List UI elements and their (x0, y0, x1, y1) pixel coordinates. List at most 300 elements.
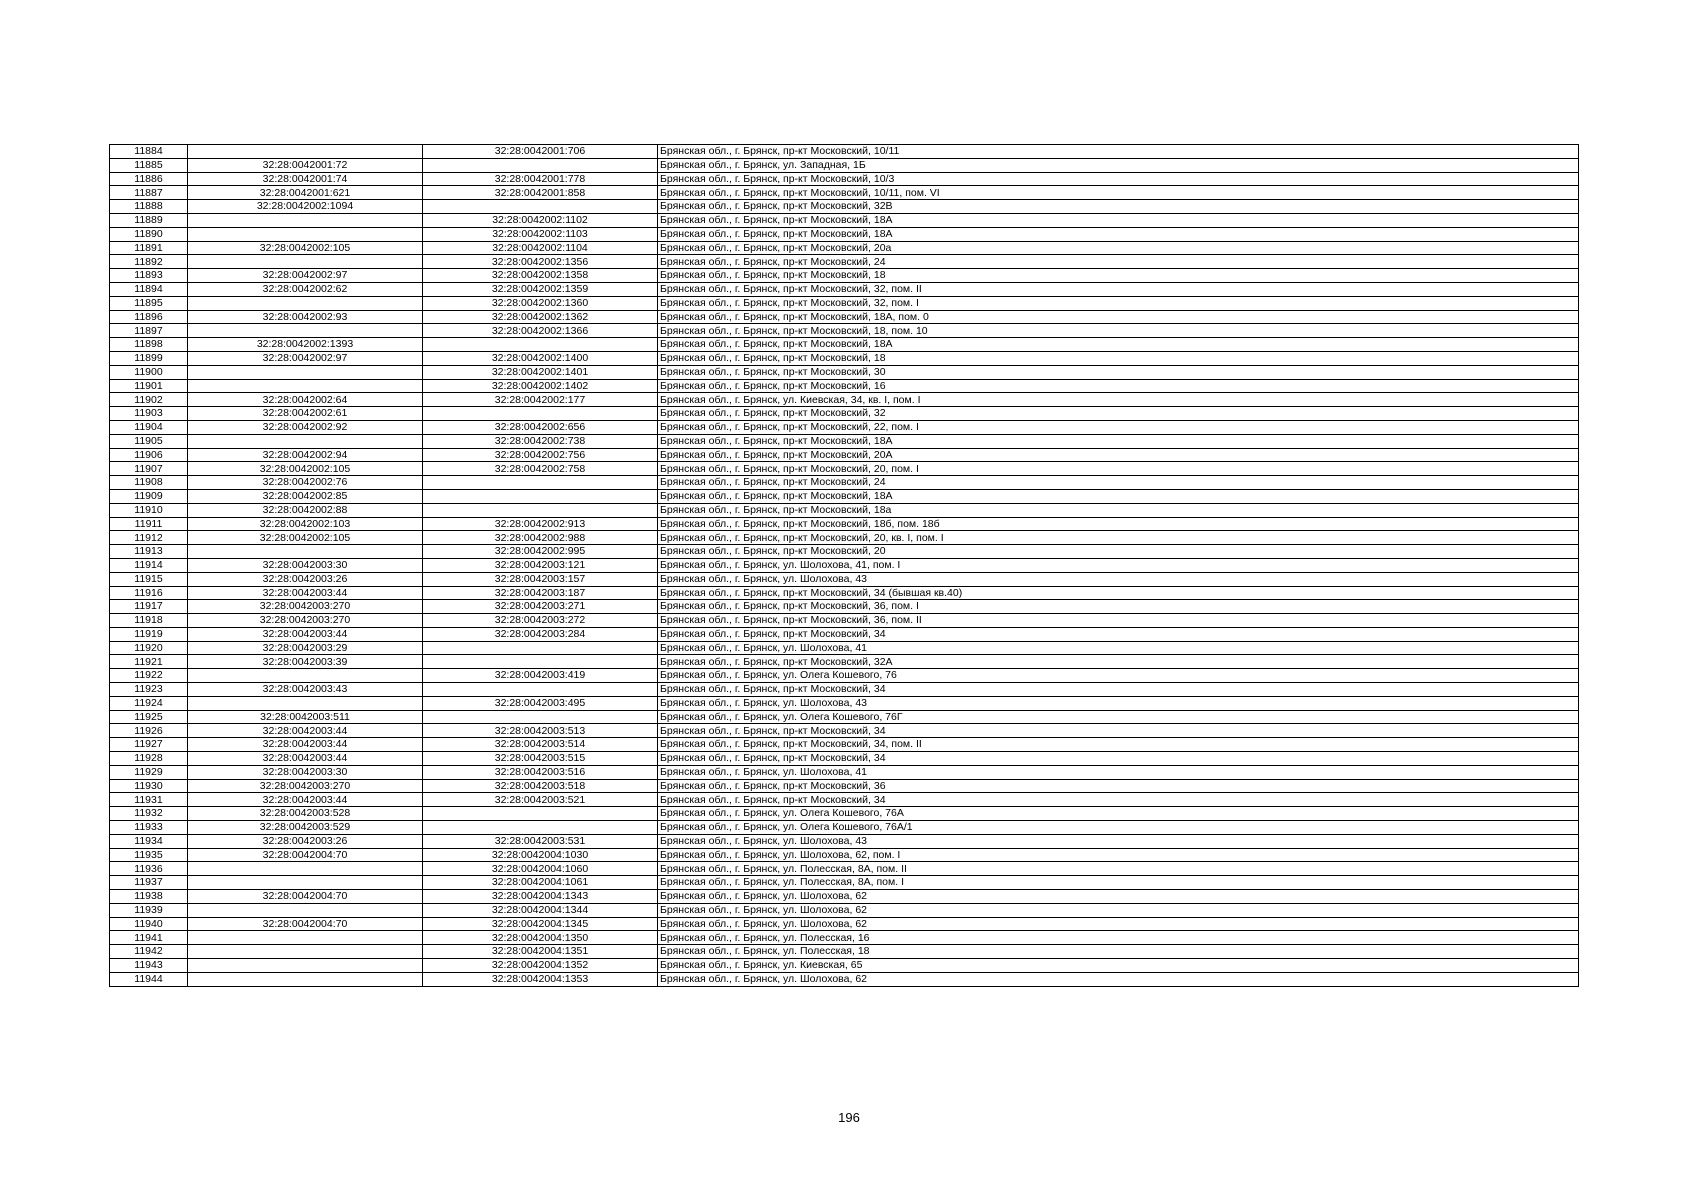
table-row (110, 338, 1579, 352)
address-cell: Брянская обл., г. Брянск, пр-кт Московский, 10/11, пом. VI (658, 186, 1579, 200)
table-row (110, 765, 1579, 779)
address-cell: Брянская обл., г. Брянск, ул. Шолохова, 41 (658, 641, 1579, 655)
table-row (110, 779, 1579, 793)
table-row (110, 145, 1579, 159)
row-number-cell: 11924 (110, 696, 188, 710)
row-number-cell: 11941 (110, 931, 188, 945)
building-number-cell (423, 683, 658, 697)
land-plot-number-cell (188, 296, 423, 310)
table-row (110, 600, 1579, 614)
row-number-cell: 11910 (110, 503, 188, 517)
building-number-cell: 32:28:0042003:514 (423, 738, 658, 752)
table-row (110, 365, 1579, 379)
address-cell: Брянская обл., г. Брянск, ул. Киевская, 34, кв. I, пом. I (658, 393, 1579, 407)
table-row (110, 269, 1579, 283)
row-number-cell: 11914 (110, 558, 188, 572)
building-number-cell: 32:28:0042004:1352 (423, 959, 658, 973)
table-row (110, 834, 1579, 848)
table-row (110, 255, 1579, 269)
row-number-cell: 11896 (110, 310, 188, 324)
land-plot-number-cell (188, 959, 423, 973)
row-number-cell: 11936 (110, 862, 188, 876)
building-number-cell: 32:28:0042004:1350 (423, 931, 658, 945)
table-row (110, 752, 1579, 766)
row-number-cell: 11902 (110, 393, 188, 407)
address-cell: Брянская обл., г. Брянск, пр-кт Московский, 18А (658, 434, 1579, 448)
land-plot-number-cell: 32:28:0042003:44 (188, 793, 423, 807)
table-row (110, 807, 1579, 821)
building-number-cell: 32:28:0042003:516 (423, 765, 658, 779)
address-cell: Брянская обл., г. Брянск, пр-кт Московский, 18 (658, 351, 1579, 365)
building-number-cell: 32:28:0042002:738 (423, 434, 658, 448)
row-number-cell: 11897 (110, 324, 188, 338)
row-number-cell: 11934 (110, 834, 188, 848)
table-row (110, 172, 1579, 186)
land-plot-number-cell (188, 365, 423, 379)
table-row (110, 931, 1579, 945)
land-plot-number-cell (188, 545, 423, 559)
address-cell: Брянская обл., г. Брянск, ул. Полесская, 16 (658, 931, 1579, 945)
table-row (110, 738, 1579, 752)
building-number-cell (423, 807, 658, 821)
row-number-cell: 11905 (110, 434, 188, 448)
row-number-cell: 11906 (110, 448, 188, 462)
building-number-cell: 32:28:0042002:1362 (423, 310, 658, 324)
row-number-cell: 11887 (110, 186, 188, 200)
row-number-cell: 11889 (110, 213, 188, 227)
row-number-cell: 11913 (110, 545, 188, 559)
address-cell: Брянская обл., г. Брянск, пр-кт Московский, 36, пом. I (658, 600, 1579, 614)
building-number-cell: 32:28:0042003:515 (423, 752, 658, 766)
land-plot-number-cell (188, 379, 423, 393)
row-number-cell: 11892 (110, 255, 188, 269)
building-number-cell: 32:28:0042003:284 (423, 627, 658, 641)
building-number-cell: 32:28:0042003:513 (423, 724, 658, 738)
land-plot-number-cell: 32:28:0042002:76 (188, 476, 423, 490)
row-number-cell: 11893 (110, 269, 188, 283)
building-number-cell: 32:28:0042001:706 (423, 145, 658, 159)
address-cell: Брянская обл., г. Брянск, пр-кт Московский, 32А (658, 655, 1579, 669)
land-plot-number-cell: 32:28:0042001:74 (188, 172, 423, 186)
address-cell: Брянская обл., г. Брянск, пр-кт Московский, 34 (658, 627, 1579, 641)
address-cell: Брянская обл., г. Брянск, пр-кт Московский, 10/3 (658, 172, 1579, 186)
building-number-cell (423, 503, 658, 517)
land-plot-number-cell: 32:28:0042002:97 (188, 269, 423, 283)
building-number-cell (423, 489, 658, 503)
address-cell: Брянская обл., г. Брянск, пр-кт Московский, 18а (658, 503, 1579, 517)
row-number-cell: 11903 (110, 407, 188, 421)
table-row (110, 158, 1579, 172)
building-number-cell: 32:28:0042002:1359 (423, 282, 658, 296)
land-plot-number-cell: 32:28:0042002:1094 (188, 200, 423, 214)
row-number-cell: 11915 (110, 572, 188, 586)
land-plot-number-cell: 32:28:0042003:44 (188, 752, 423, 766)
building-number-cell: 32:28:0042003:419 (423, 669, 658, 683)
table-row (110, 696, 1579, 710)
land-plot-number-cell (188, 145, 423, 159)
address-cell: Брянская обл., г. Брянск, пр-кт Московский, 18А (658, 227, 1579, 241)
building-number-cell (423, 158, 658, 172)
row-number-cell: 11933 (110, 821, 188, 835)
address-cell: Брянская обл., г. Брянск, ул. Шолохова, 62 (658, 917, 1579, 931)
row-number-cell: 11929 (110, 765, 188, 779)
building-number-cell (423, 655, 658, 669)
building-number-cell: 32:28:0042002:913 (423, 517, 658, 531)
address-cell: Брянская обл., г. Брянск, ул. Шолохова, 62 (658, 903, 1579, 917)
table-row (110, 890, 1579, 904)
building-number-cell: 32:28:0042002:988 (423, 531, 658, 545)
row-number-cell: 11928 (110, 752, 188, 766)
row-number-cell: 11926 (110, 724, 188, 738)
row-number-cell: 11944 (110, 972, 188, 986)
address-cell: Брянская обл., г. Брянск, пр-кт Московский, 18, пом. 10 (658, 324, 1579, 338)
table-row (110, 641, 1579, 655)
address-cell: Брянская обл., г. Брянск, пр-кт Московский, 34 (658, 724, 1579, 738)
building-number-cell: 32:28:0042003:518 (423, 779, 658, 793)
land-plot-number-cell: 32:28:0042003:511 (188, 710, 423, 724)
address-cell: Брянская обл., г. Брянск, пр-кт Московский, 22, пом. I (658, 420, 1579, 434)
address-cell: Брянская обл., г. Брянск, ул. Шолохова, 41, пом. I (658, 558, 1579, 572)
row-number-cell: 11890 (110, 227, 188, 241)
row-number-cell: 11904 (110, 420, 188, 434)
land-plot-number-cell: 32:28:0042004:70 (188, 890, 423, 904)
table-row (110, 462, 1579, 476)
building-number-cell (423, 200, 658, 214)
building-number-cell: 32:28:0042002:1360 (423, 296, 658, 310)
table-row (110, 531, 1579, 545)
address-cell: Брянская обл., г. Брянск, ул. Полесская, 18 (658, 945, 1579, 959)
row-number-cell: 11888 (110, 200, 188, 214)
address-cell: Брянская обл., г. Брянск, пр-кт Московский, 24 (658, 476, 1579, 490)
building-number-cell: 32:28:0042004:1344 (423, 903, 658, 917)
row-number-cell: 11919 (110, 627, 188, 641)
land-plot-number-cell (188, 931, 423, 945)
land-plot-number-cell: 32:28:0042003:528 (188, 807, 423, 821)
table-row (110, 821, 1579, 835)
land-plot-number-cell: 32:28:0042003:26 (188, 834, 423, 848)
land-plot-number-cell (188, 434, 423, 448)
table-row (110, 572, 1579, 586)
address-cell: Брянская обл., г. Брянск, пр-кт Московский, 34, пом. II (658, 738, 1579, 752)
row-number-cell: 11898 (110, 338, 188, 352)
address-cell: Брянская обл., г. Брянск, пр-кт Московский, 32, пом. I (658, 296, 1579, 310)
building-number-cell: 32:28:0042003:271 (423, 600, 658, 614)
table-row (110, 558, 1579, 572)
land-plot-number-cell: 32:28:0042002:88 (188, 503, 423, 517)
land-plot-number-cell: 32:28:0042002:85 (188, 489, 423, 503)
table-row (110, 476, 1579, 490)
address-cell: Брянская обл., г. Брянск, ул. Полесская, 8А, пом. II (658, 862, 1579, 876)
address-cell: Брянская обл., г. Брянск, пр-кт Московский, 36, пом. II (658, 614, 1579, 628)
row-number-cell: 11925 (110, 710, 188, 724)
table-row (110, 903, 1579, 917)
address-cell: Брянская обл., г. Брянск, ул. Полесская, 8А, пом. I (658, 876, 1579, 890)
land-plot-number-cell: 32:28:0042003:30 (188, 558, 423, 572)
row-number-cell: 11939 (110, 903, 188, 917)
building-number-cell (423, 338, 658, 352)
land-plot-number-cell: 32:28:0042003:26 (188, 572, 423, 586)
address-cell: Брянская обл., г. Брянск, пр-кт Московский, 18А, пом. 0 (658, 310, 1579, 324)
land-plot-number-cell: 32:28:0042003:43 (188, 683, 423, 697)
records-table (109, 144, 1579, 987)
land-plot-number-cell: 32:28:0042004:70 (188, 848, 423, 862)
land-plot-number-cell (188, 945, 423, 959)
building-number-cell: 32:28:0042001:858 (423, 186, 658, 200)
land-plot-number-cell: 32:28:0042003:29 (188, 641, 423, 655)
land-plot-number-cell: 32:28:0042002:105 (188, 531, 423, 545)
land-plot-number-cell: 32:28:0042002:103 (188, 517, 423, 531)
building-number-cell: 32:28:0042004:1353 (423, 972, 658, 986)
row-number-cell: 11942 (110, 945, 188, 959)
address-cell: Брянская обл., г. Брянск, пр-кт Московский, 10/11 (658, 145, 1579, 159)
land-plot-number-cell: 32:28:0042001:621 (188, 186, 423, 200)
row-number-cell: 11930 (110, 779, 188, 793)
building-number-cell: 32:28:0042002:1366 (423, 324, 658, 338)
building-number-cell: 32:28:0042003:531 (423, 834, 658, 848)
table-row (110, 434, 1579, 448)
row-number-cell: 11921 (110, 655, 188, 669)
row-number-cell: 11938 (110, 890, 188, 904)
building-number-cell: 32:28:0042002:1400 (423, 351, 658, 365)
address-cell: Брянская обл., г. Брянск, ул. Шолохова, 43 (658, 572, 1579, 586)
table-row (110, 448, 1579, 462)
land-plot-number-cell: 32:28:0042003:529 (188, 821, 423, 835)
land-plot-number-cell (188, 876, 423, 890)
building-number-cell (423, 821, 658, 835)
row-number-cell: 11935 (110, 848, 188, 862)
table-row (110, 917, 1579, 931)
row-number-cell: 11907 (110, 462, 188, 476)
row-number-cell: 11927 (110, 738, 188, 752)
table-row (110, 351, 1579, 365)
address-cell: Брянская обл., г. Брянск, пр-кт Московский, 36 (658, 779, 1579, 793)
building-number-cell: 32:28:0042001:778 (423, 172, 658, 186)
building-number-cell: 32:28:0042002:1401 (423, 365, 658, 379)
table-row (110, 724, 1579, 738)
table-row (110, 379, 1579, 393)
address-cell: Брянская обл., г. Брянск, пр-кт Московский, 20а (658, 241, 1579, 255)
land-plot-number-cell: 32:28:0042002:61 (188, 407, 423, 421)
building-number-cell: 32:28:0042002:756 (423, 448, 658, 462)
table-row (110, 282, 1579, 296)
page-number: 196 (838, 1110, 860, 1125)
building-number-cell: 32:28:0042004:1345 (423, 917, 658, 931)
row-number-cell: 11894 (110, 282, 188, 296)
building-number-cell: 32:28:0042004:1343 (423, 890, 658, 904)
row-number-cell: 11900 (110, 365, 188, 379)
building-number-cell: 32:28:0042002:1103 (423, 227, 658, 241)
row-number-cell: 11940 (110, 917, 188, 931)
address-cell: Брянская обл., г. Брянск, ул. Шолохова, 62, пом. I (658, 848, 1579, 862)
address-cell: Брянская обл., г. Брянск, пр-кт Московский, 18А (658, 489, 1579, 503)
address-cell: Брянская обл., г. Брянск, пр-кт Московский, 24 (658, 255, 1579, 269)
address-cell: Брянская обл., г. Брянск, ул. Шолохова, 41 (658, 765, 1579, 779)
row-number-cell: 11943 (110, 959, 188, 973)
building-number-cell (423, 407, 658, 421)
land-plot-number-cell: 32:28:0042002:94 (188, 448, 423, 462)
land-plot-number-cell (188, 324, 423, 338)
address-cell: Брянская обл., г. Брянск, ул. Олега Кошевого, 76А/1 (658, 821, 1579, 835)
row-number-cell: 11918 (110, 614, 188, 628)
land-plot-number-cell: 32:28:0042002:92 (188, 420, 423, 434)
land-plot-number-cell (188, 227, 423, 241)
address-cell: Брянская обл., г. Брянск, пр-кт Московский, 20, пом. I (658, 462, 1579, 476)
row-number-cell: 11916 (110, 586, 188, 600)
address-cell: Брянская обл., г. Брянск, ул. Олега Кошевого, 76 (658, 669, 1579, 683)
land-plot-number-cell (188, 696, 423, 710)
records-table-body (110, 145, 1579, 987)
address-cell: Брянская обл., г. Брянск, ул. Шолохова, 43 (658, 834, 1579, 848)
table-row (110, 186, 1579, 200)
table-row (110, 296, 1579, 310)
table-row (110, 517, 1579, 531)
address-cell: Брянская обл., г. Брянск, пр-кт Московский, 18А (658, 213, 1579, 227)
land-plot-number-cell (188, 972, 423, 986)
building-number-cell: 32:28:0042004:1351 (423, 945, 658, 959)
building-number-cell: 32:28:0042004:1061 (423, 876, 658, 890)
land-plot-number-cell: 32:28:0042002:93 (188, 310, 423, 324)
land-plot-number-cell (188, 669, 423, 683)
table-row (110, 310, 1579, 324)
land-plot-number-cell: 32:28:0042002:105 (188, 462, 423, 476)
address-cell: Брянская обл., г. Брянск, пр-кт Московский, 34 (658, 752, 1579, 766)
building-number-cell: 32:28:0042004:1030 (423, 848, 658, 862)
table-row (110, 972, 1579, 986)
address-cell: Брянская обл., г. Брянск, ул. Олега Кошевого, 76А (658, 807, 1579, 821)
table-row (110, 586, 1579, 600)
row-number-cell: 11923 (110, 683, 188, 697)
address-cell: Брянская обл., г. Брянск, ул. Шолохова, 43 (658, 696, 1579, 710)
address-cell: Брянская обл., г. Брянск, пр-кт Московский, 18 (658, 269, 1579, 283)
table-row (110, 489, 1579, 503)
row-number-cell: 11917 (110, 600, 188, 614)
land-plot-number-cell (188, 903, 423, 917)
row-number-cell: 11908 (110, 476, 188, 490)
row-number-cell: 11920 (110, 641, 188, 655)
address-cell: Брянская обл., г. Брянск, пр-кт Московский, 32 (658, 407, 1579, 421)
land-plot-number-cell: 32:28:0042003:44 (188, 586, 423, 600)
row-number-cell: 11901 (110, 379, 188, 393)
address-cell: Брянская обл., г. Брянск, пр-кт Московский, 34 (658, 683, 1579, 697)
address-cell: Брянская обл., г. Брянск, пр-кт Московский, 18б, пом. 18б (658, 517, 1579, 531)
row-number-cell: 11911 (110, 517, 188, 531)
land-plot-number-cell: 32:28:0042003:270 (188, 614, 423, 628)
row-number-cell: 11932 (110, 807, 188, 821)
address-cell: Брянская обл., г. Брянск, ул. Шолохова, 62 (658, 890, 1579, 904)
building-number-cell: 32:28:0042003:157 (423, 572, 658, 586)
address-cell: Брянская обл., г. Брянск, пр-кт Московский, 20 (658, 545, 1579, 559)
table-row (110, 545, 1579, 559)
land-plot-number-cell: 32:28:0042002:1393 (188, 338, 423, 352)
building-number-cell: 32:28:0042002:1402 (423, 379, 658, 393)
table-row (110, 669, 1579, 683)
land-plot-number-cell: 32:28:0042002:97 (188, 351, 423, 365)
address-cell: Брянская обл., г. Брянск, пр-кт Московский, 32, пом. II (658, 282, 1579, 296)
row-number-cell: 11886 (110, 172, 188, 186)
land-plot-number-cell: 32:28:0042001:72 (188, 158, 423, 172)
building-number-cell: 32:28:0042003:121 (423, 558, 658, 572)
row-number-cell: 11909 (110, 489, 188, 503)
building-number-cell: 32:28:0042003:272 (423, 614, 658, 628)
address-cell: Брянская обл., г. Брянск, пр-кт Московский, 16 (658, 379, 1579, 393)
building-number-cell: 32:28:0042002:177 (423, 393, 658, 407)
row-number-cell: 11922 (110, 669, 188, 683)
address-cell: Брянская обл., г. Брянск, ул. Западная, 1Б (658, 158, 1579, 172)
row-number-cell: 11891 (110, 241, 188, 255)
table-row (110, 959, 1579, 973)
row-number-cell: 11912 (110, 531, 188, 545)
table-row (110, 614, 1579, 628)
land-plot-number-cell: 32:28:0042002:62 (188, 282, 423, 296)
table-row (110, 200, 1579, 214)
table-row (110, 503, 1579, 517)
table-row (110, 227, 1579, 241)
land-plot-number-cell: 32:28:0042003:30 (188, 765, 423, 779)
building-number-cell: 32:28:0042002:1102 (423, 213, 658, 227)
building-number-cell (423, 641, 658, 655)
table-row (110, 848, 1579, 862)
row-number-cell: 11937 (110, 876, 188, 890)
table-row (110, 945, 1579, 959)
address-cell: Брянская обл., г. Брянск, ул. Олега Кошевого, 76Г (658, 710, 1579, 724)
row-number-cell: 11884 (110, 145, 188, 159)
table-row (110, 655, 1579, 669)
address-cell: Брянская обл., г. Брянск, пр-кт Московский, 30 (658, 365, 1579, 379)
land-plot-number-cell: 32:28:0042003:44 (188, 738, 423, 752)
land-plot-number-cell: 32:28:0042004:70 (188, 917, 423, 931)
address-cell: Брянская обл., г. Брянск, пр-кт Московский, 18А (658, 338, 1579, 352)
building-number-cell (423, 710, 658, 724)
row-number-cell: 11931 (110, 793, 188, 807)
building-number-cell: 32:28:0042002:995 (423, 545, 658, 559)
building-number-cell: 32:28:0042003:187 (423, 586, 658, 600)
row-number-cell: 11899 (110, 351, 188, 365)
table-row (110, 793, 1579, 807)
building-number-cell: 32:28:0042003:495 (423, 696, 658, 710)
table-row (110, 324, 1579, 338)
land-plot-number-cell: 32:28:0042002:105 (188, 241, 423, 255)
table-row (110, 627, 1579, 641)
land-plot-number-cell (188, 255, 423, 269)
land-plot-number-cell: 32:28:0042003:44 (188, 724, 423, 738)
building-number-cell: 32:28:0042003:521 (423, 793, 658, 807)
table-row (110, 862, 1579, 876)
land-plot-number-cell (188, 862, 423, 876)
building-number-cell (423, 476, 658, 490)
land-plot-number-cell: 32:28:0042003:39 (188, 655, 423, 669)
row-number-cell: 11895 (110, 296, 188, 310)
table-row (110, 420, 1579, 434)
building-number-cell: 32:28:0042002:1358 (423, 269, 658, 283)
building-number-cell: 32:28:0042002:758 (423, 462, 658, 476)
building-number-cell: 32:28:0042002:1356 (423, 255, 658, 269)
table-row (110, 876, 1579, 890)
table-row (110, 407, 1579, 421)
land-plot-number-cell: 32:28:0042003:270 (188, 600, 423, 614)
address-cell: Брянская обл., г. Брянск, ул. Киевская, 65 (658, 959, 1579, 973)
table-row (110, 213, 1579, 227)
address-cell: Брянская обл., г. Брянск, пр-кт Московский, 32В (658, 200, 1579, 214)
building-number-cell: 32:28:0042004:1060 (423, 862, 658, 876)
row-number-cell: 11885 (110, 158, 188, 172)
address-cell: Брянская обл., г. Брянск, пр-кт Московский, 34 (658, 793, 1579, 807)
address-cell: Брянская обл., г. Брянск, пр-кт Московский, 20А (658, 448, 1579, 462)
building-number-cell: 32:28:0042002:1104 (423, 241, 658, 255)
address-cell: Брянская обл., г. Брянск, пр-кт Московский, 34 (бывшая кв.40) (658, 586, 1579, 600)
table-row (110, 710, 1579, 724)
land-plot-number-cell (188, 213, 423, 227)
land-plot-number-cell: 32:28:0042002:64 (188, 393, 423, 407)
